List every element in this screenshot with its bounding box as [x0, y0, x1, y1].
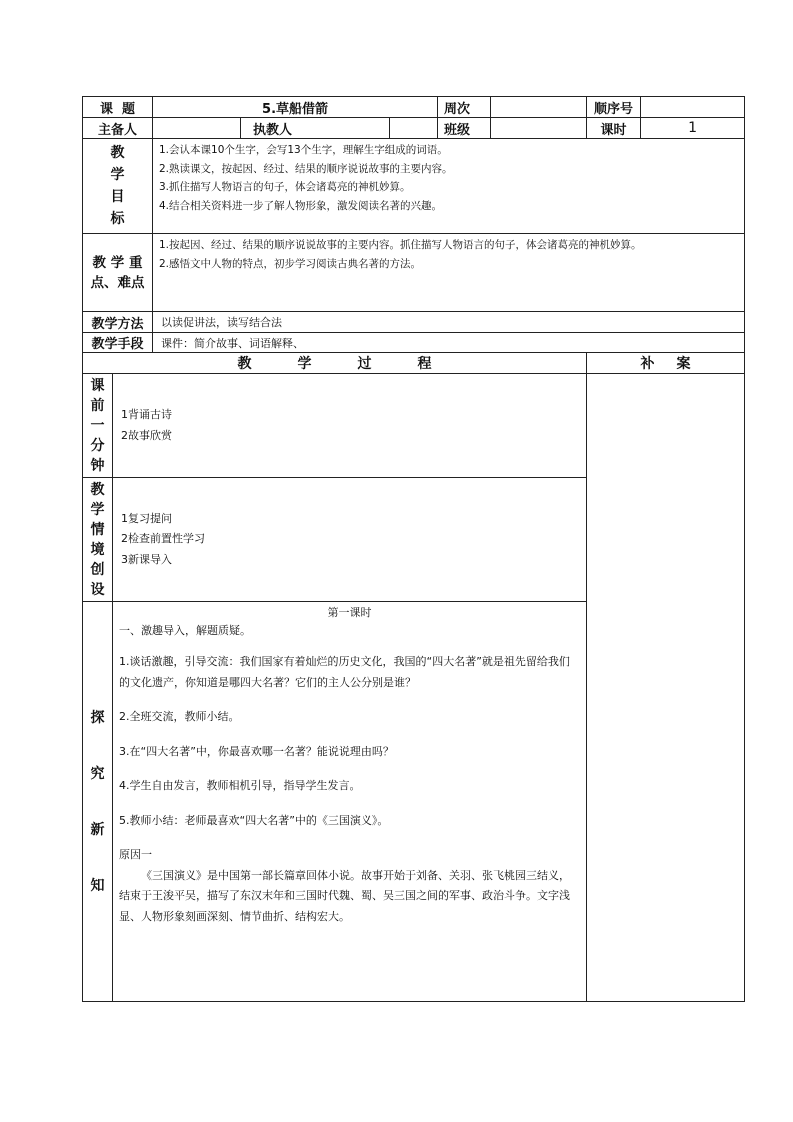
- situation-content: [113, 478, 587, 602]
- key-points-row: [83, 234, 745, 312]
- teacher-value: [390, 118, 438, 139]
- supplement-area: [587, 374, 745, 1002]
- goal-item: 1.会认本课10个生字，会写13个生字，理解生字组成的词语。: [159, 144, 448, 156]
- goal-item: 3.抓住描写人物语言的句子，体会诸葛亮的神机妙算。: [159, 181, 411, 193]
- key-points-list: [153, 234, 745, 312]
- header-row-1: [83, 97, 745, 118]
- process-title: 教 学 过 程: [83, 353, 587, 374]
- list-item: 1背诵古诗: [121, 408, 172, 421]
- key-point-item: 2.感悟文中人物的特点，初步学习阅读古典名著的方法。: [159, 258, 422, 270]
- lesson-title: 第一课时: [327, 606, 372, 619]
- list-item: 2检查前置性学习: [121, 532, 205, 546]
- paragraph: 2.全班交流，教师小结。: [119, 710, 240, 723]
- explore-content: [113, 602, 587, 1002]
- list-item: 2故事欣赏: [121, 428, 172, 442]
- week-label: 周次: [438, 97, 491, 118]
- lesson-plan-sheet: [82, 96, 697, 1002]
- teacher-label: 执教人: [241, 118, 390, 139]
- topic-label: 课 题: [83, 97, 153, 118]
- lesson-plan-table: [82, 96, 745, 1002]
- paragraph: 5.教师小结：老师最喜欢“四大名著”中的《三国演义》。: [119, 813, 389, 827]
- reason-text: 《三国演义》是中国第一部长篇章回体小说。故事开始于刘备、关羽、张飞桃园三结义，结束于王浚平吴，描写了东汉末年和三国时代魏、蜀、吴三国之间的军事、政治斗争。文字浅显、人物形象刻画深刻、情节曲折、结构宏大。: [119, 868, 570, 923]
- goal-item: 2.熟读课文，按起因、经过、结果的顺序说说故事的主要内容。: [159, 162, 453, 175]
- goals-label: 教 学 目 标: [83, 139, 153, 234]
- header-row-2: [83, 118, 745, 139]
- list-item: 1复习提问: [121, 511, 172, 525]
- prep-label: 主备人: [83, 118, 153, 139]
- pre-class-row: [83, 374, 745, 478]
- period-label: 课时: [587, 118, 641, 139]
- class-label: 班级: [438, 118, 491, 139]
- prep-value: [153, 118, 241, 139]
- supplement-title: 补 案: [587, 353, 745, 374]
- week-value: [491, 97, 587, 118]
- goals-list: [153, 139, 745, 234]
- step-title: 一、激趣导入，解题质疑。: [119, 624, 251, 637]
- period-value: 1: [641, 118, 745, 139]
- paragraph: 4.学生自由发言，教师相机引导，指导学生发言。: [119, 779, 361, 792]
- method-row: [83, 312, 745, 333]
- paragraph: 1.谈话激趣，引导交流：我们国家有着灿烂的历史文化，我国的“四大名著”就是祖先留给我们的文化遗产，你知道是哪四大名著？它们的主人公分别是谁？: [119, 655, 570, 689]
- reason-title: 原因一: [119, 848, 152, 861]
- pre-class-content: [113, 374, 587, 478]
- method-value: 以读促讲法，读写结合法: [153, 312, 745, 333]
- goal-item: 4.结合相关资料进一步了解人物形象，激发阅读名著的兴趣。: [159, 199, 443, 212]
- method-label: 教学方法: [83, 312, 153, 333]
- paragraph: 3.在“四大名著”中，你最喜欢哪一名著？能说说理由吗？: [119, 744, 394, 758]
- situation-label: 教 学 情 境 创 设: [83, 478, 113, 602]
- order-value: [641, 97, 745, 118]
- key-points-label: 教 学 重 点、难点: [83, 234, 153, 312]
- list-item: 3新课导入: [121, 552, 172, 566]
- order-label: 顺序号: [587, 97, 641, 118]
- goals-row: [83, 139, 745, 234]
- means-value: 课件：简介故事、词语解释、: [153, 333, 745, 353]
- pre-class-label: 课 前 一 分 钟: [83, 374, 113, 478]
- explore-label: 探 究 新 知: [83, 602, 113, 1002]
- means-label: 教学手段: [83, 333, 153, 353]
- means-row: [83, 333, 745, 353]
- key-point-item: 1.按起因、经过、结果的顺序说说故事的主要内容。抓住描写人物语言的句子，体会诸葛亮的神机妙算。: [159, 239, 642, 251]
- class-value: [491, 118, 587, 139]
- process-header-row: [83, 353, 745, 374]
- topic-value: 5.草船借箭: [153, 97, 438, 118]
